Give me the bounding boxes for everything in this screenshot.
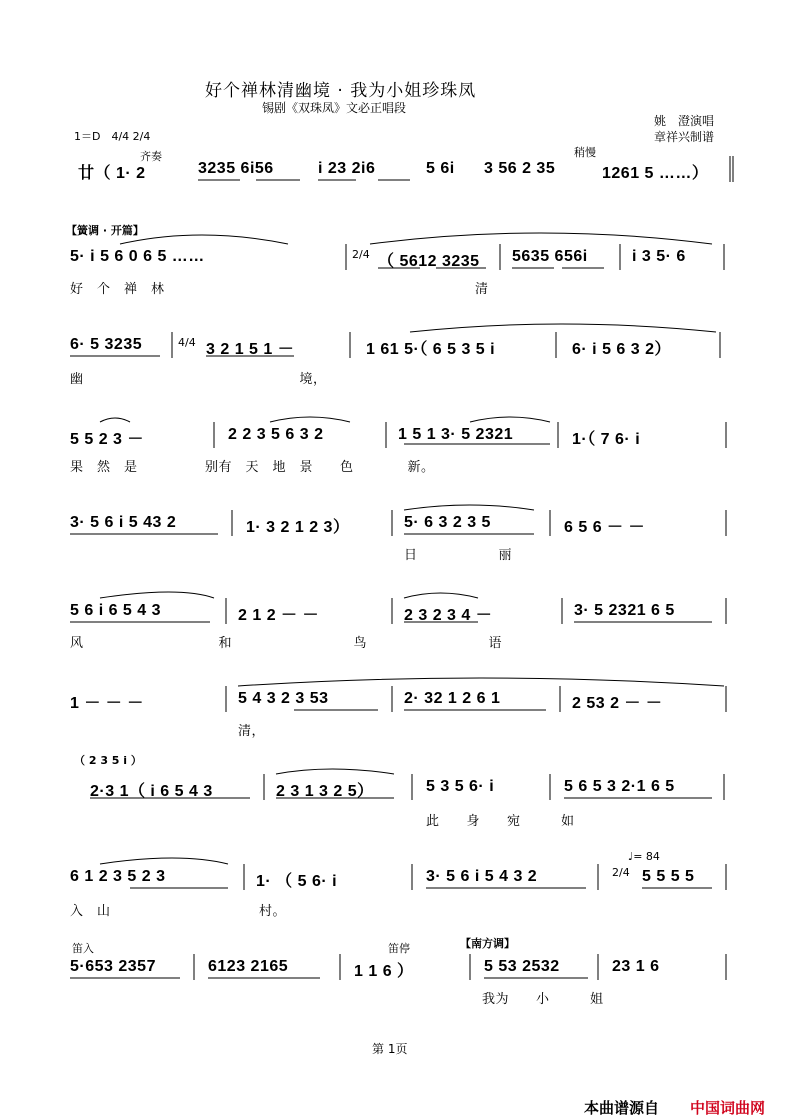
measure-4-2: 2 2 3 5 6 3 2 <box>228 426 324 443</box>
section-label-huangdiao: 【簧调 · 开篇】 <box>66 224 144 237</box>
lyrics-line-3: 幽 境， <box>70 372 327 387</box>
mark-shaoman: 稍慢 <box>574 146 596 159</box>
ossia-phrase: （ 2 3 5 i ） <box>74 754 142 767</box>
tempo-marking: ♩= 84 <box>628 850 660 863</box>
measure-2-4: i 3 5· 6 <box>632 248 686 265</box>
lyrics-line-8: 此 身 宛 如 <box>426 814 575 829</box>
mark-di-ting: 笛停 <box>388 942 410 955</box>
measure-5-4: 6 5 6 － － <box>564 519 645 536</box>
measure-8-2: 2 3 1 3 2 5） <box>276 783 374 800</box>
source-label: 本曲谱源自 <box>584 1099 660 1117</box>
time-signature-2-4-b: 2/4 <box>612 866 630 879</box>
lyrics-line-2: 好 个 禅 林 清 <box>70 282 489 297</box>
measure-9-3: 3· 5 6 i 5 4 3 2 <box>426 868 538 885</box>
measure-9-1: 6 1 2 3 5 2 3 <box>70 868 166 885</box>
measure-5-1: 3· 5 6 i 5 43 2 <box>70 514 177 531</box>
measure-9-4: 5 5 5 5 <box>642 868 695 885</box>
measure-4-3: 1 5 1 3· 5 2321 <box>398 426 514 443</box>
key-signature: 1＝D 4/4 2/4 <box>74 130 151 143</box>
measure-6-4: 3· 5 2321 6 5 <box>574 602 675 619</box>
measure-10-3: 1 1 6 ） <box>354 963 414 980</box>
page-number: 第 1页 <box>372 1042 408 1056</box>
measure-8-4: 5 6 5 3 2·1 6 5 <box>564 778 675 795</box>
mark-qizou: 齐奏 <box>140 150 162 163</box>
measure-7-4: 2 53 2 － － <box>572 695 663 712</box>
measure-9-2: 1· （ 5 6· i <box>256 873 338 890</box>
measure-2-3: 5635 656i <box>512 248 588 265</box>
singer-credit: 姚 澄演唱 <box>654 114 715 128</box>
measure-5-2: 1· 3 2 1 2 3） <box>246 519 350 536</box>
measure-1-6: 1261 5 ……） <box>602 165 709 182</box>
lyrics-line-9: 入 山 村。 <box>70 904 287 919</box>
measure-7-3: 2· 32 1 2 6 1 <box>404 690 501 707</box>
measure-4-1: 5 5 2 3 － <box>70 431 144 448</box>
time-signature-4-4: 4/4 <box>178 336 196 349</box>
lyrics-line-7: 清， <box>238 724 266 739</box>
measure-6-1: 5 6 i 6 5 4 3 <box>70 602 162 619</box>
measure-3-3: 1 61 5·（ 6 5 3 5 i <box>366 341 496 358</box>
mark-di-ru: 笛入 <box>72 942 94 955</box>
song-title: 好个禅林清幽境 · 我为小姐珍珠凤 <box>205 81 477 101</box>
measure-1-5: 3 56 2 35 <box>484 160 556 177</box>
section-label-nanfangdiao: 【南方调】 <box>460 937 515 950</box>
measure-7-1: 1 － － － <box>70 695 144 712</box>
measure-3-2: 3 2 1 5 1 － <box>206 341 295 358</box>
source-brand: 中国词曲网 <box>690 1099 766 1117</box>
measure-5-3: 5· 6 3 2 3 5 <box>404 514 491 531</box>
transcriber-credit: 章祥兴制谱 <box>654 130 715 144</box>
measure-10-1: 5·653 2357 <box>70 958 156 975</box>
measure-1-1: 廿（ 1· 2 <box>78 165 146 182</box>
measure-1-4: 5 6i <box>426 160 455 177</box>
lyrics-line-6: 风 和 鸟 语 <box>70 636 503 651</box>
lyrics-line-5: 日 丽 <box>404 548 513 563</box>
measure-4-4: 1·（ 7 6· i <box>572 431 641 448</box>
measure-3-4: 6· i 5 6 3 2） <box>572 341 671 358</box>
measure-6-2: 2 1 2 － － <box>238 607 319 624</box>
measure-2-2: （ 5612 3235 <box>378 253 480 270</box>
measure-6-3: 2 3 2 3 4 － <box>404 607 493 624</box>
measure-10-5: 23 1 6 <box>612 958 660 975</box>
lyrics-line-4: 果 然 是 别有 天 地 景 色 新。 <box>70 460 435 475</box>
song-subtitle: 锡剧《双珠凤》文必正唱段 <box>262 101 407 115</box>
measure-8-3: 5 3 5 6· i <box>426 778 495 795</box>
measure-2-1: 5· i 5 6 0 6 5 …… <box>70 248 205 265</box>
measure-10-4: 5 53 2532 <box>484 958 560 975</box>
measure-8-1: 2·3 1（ i 6 5 4 3 <box>90 783 213 800</box>
measure-7-2: 5 4 3 2 3 53 <box>238 690 329 707</box>
measure-1-2: 3235 6i56 <box>198 160 274 177</box>
measure-10-2: 6123 2165 <box>208 958 289 975</box>
measure-3-1: 6· 5 3235 <box>70 336 143 353</box>
lyrics-line-10: 我为 小 姐 <box>482 992 604 1007</box>
measure-1-3: i 23 2i6 <box>318 160 376 177</box>
time-signature-2-4: 2/4 <box>352 248 370 261</box>
